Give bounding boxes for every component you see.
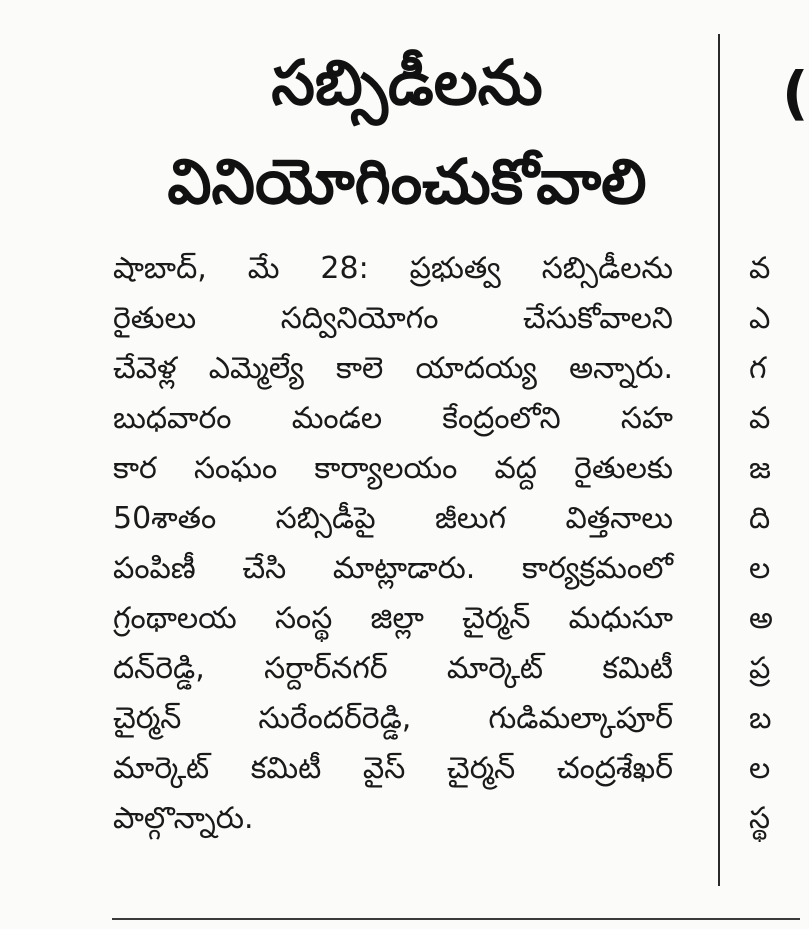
bottom-rule [112, 918, 800, 920]
adjacent-line: వ [749, 251, 771, 286]
article-line-last: పాల్గొన్నారు. [113, 801, 254, 836]
article-line: గ్రంథాలయ సంస్థ జిల్లా చైర్మన్ మధుసూ [113, 601, 673, 636]
article-line: చైర్మన్ సురేందర్‌రెడ్డి, గుడిమల్కాపూర్ [113, 701, 673, 736]
article-line: మార్కెట్ కమిటీ వైస్ చైర్మన్ చంద్రశేఖర్ [113, 751, 673, 786]
article-line: రైతులు సద్వినియోగం చేసుకోవాలని [113, 301, 673, 336]
adjacent-article-body [749, 244, 773, 844]
adjacent-headline-fragment: ( [782, 59, 809, 127]
adjacent-line: స్థ [749, 801, 771, 836]
adjacent-line: ఎ [749, 301, 771, 336]
article-line: 50శాతం సబ్సిడీపై జీలుగ విత్తనాలు [113, 501, 673, 536]
column-divider [718, 34, 720, 886]
article-line: పంపిణీ చేసి మాట్లాడారు. కార్యక్రమంలో [113, 551, 673, 586]
adjacent-line: ది [749, 501, 771, 536]
adjacent-line: అ [749, 601, 773, 636]
adjacent-line: వ [749, 401, 771, 436]
headline-line-2: వినియోగించుకోవాలి [167, 145, 647, 218]
adjacent-line: బ [749, 701, 772, 736]
headline-line-1: సబ్సిడీలను [271, 46, 543, 119]
adjacent-line: గ [749, 351, 767, 386]
article-line: షాబాద్, మే 28: ప్రభుత్వ సబ్సిడీలను [113, 251, 673, 286]
article-line: చేవెళ్ల ఎమ్మెల్యే కాలె యాదయ్య అన్నారు. [113, 351, 673, 386]
adjacent-article-clipped [740, 0, 809, 900]
adjacent-line: ప్ర [749, 651, 771, 686]
article-line: కార సంఘం కార్యాలయం వద్ద రైతులకు [113, 451, 673, 486]
article-line: బుధవారం మండల కేంద్రంలోని సహ [113, 401, 673, 436]
article-line: దన్‌రెడ్డి, సర్దార్‌నగర్ మార్కెట్ కమిటీ [113, 651, 673, 686]
adjacent-line: ల [749, 751, 771, 786]
adjacent-line: ల [749, 551, 771, 586]
adjacent-line: జ [749, 451, 771, 486]
article-body [113, 244, 673, 844]
